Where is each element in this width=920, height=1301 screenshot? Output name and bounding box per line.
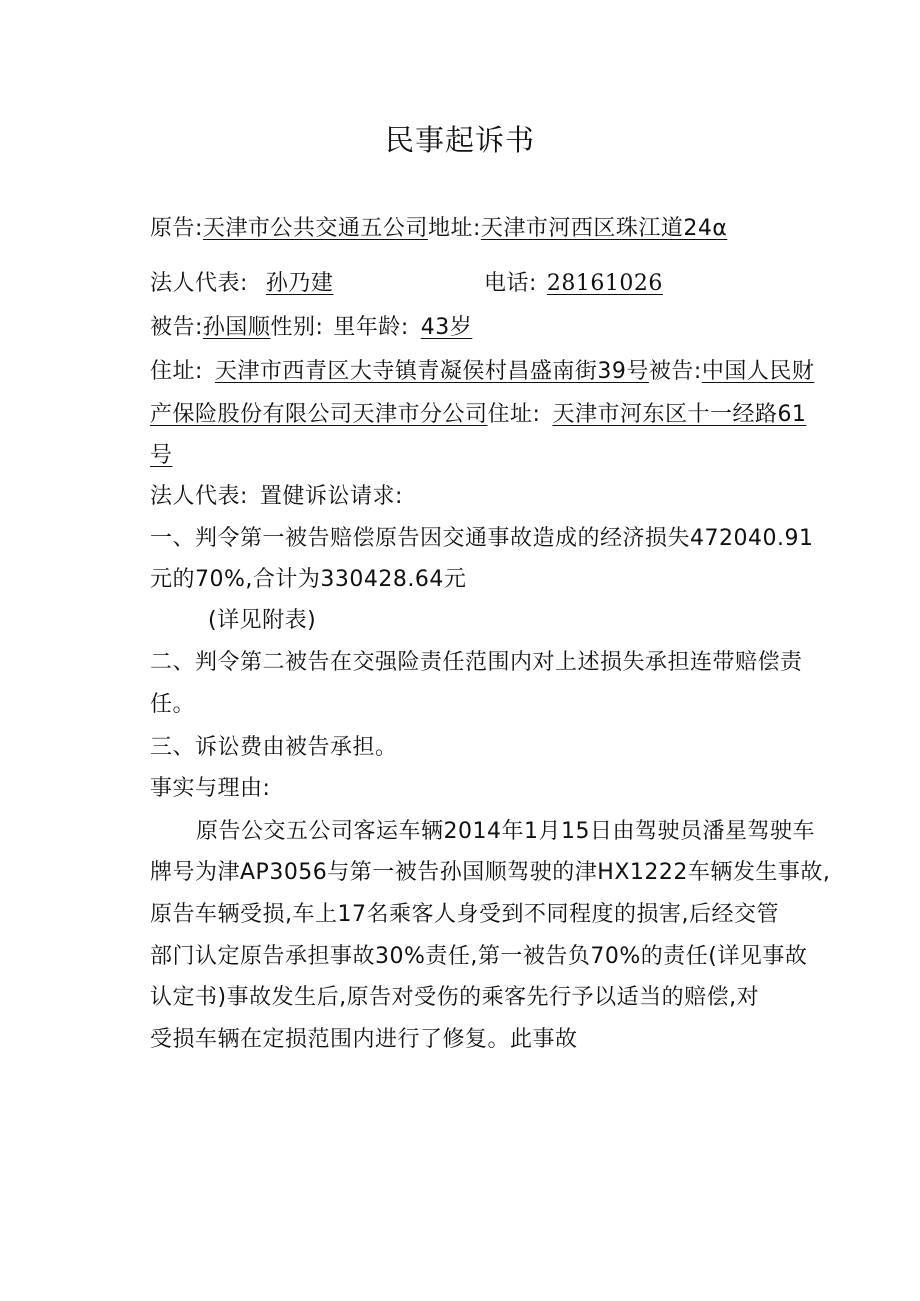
rep2-label: 法人代表: bbox=[150, 484, 248, 509]
plaintiff-label: 原告: bbox=[150, 216, 203, 241]
facts-line-2: 牌号为津AP3056与第一被告孙国顺驾驶的津HX1222车辆发生事故, bbox=[150, 860, 831, 885]
plaintiff-line bbox=[150, 214, 727, 244]
plaintiff-rep-line bbox=[150, 269, 333, 299]
address2-label: 住址: bbox=[487, 402, 541, 427]
defendant1-line bbox=[150, 313, 472, 343]
defendant1-name: 孙国顺 bbox=[202, 315, 271, 340]
defendant2-name-part1: 中国人民财 bbox=[701, 359, 815, 384]
claim1-line1: 一、判令第一被告赔偿原告因交通事故造成的经济损失472040.91 bbox=[150, 526, 814, 551]
claim1-note: (详见附表) bbox=[208, 608, 317, 633]
defendant1-address: 天津市西青区大寺镇青凝侯村昌盛南街39号 bbox=[214, 359, 649, 384]
address-label: 住址: bbox=[150, 359, 203, 384]
plaintiff-rep-name: 孙乃建 bbox=[265, 271, 334, 296]
defendant1-label: 被告: bbox=[150, 315, 203, 340]
claim2-line2: 任。 bbox=[150, 692, 196, 717]
facts-line-5: 认定书)事故发生后,原告对受伤的乘客先行予以适当的赔偿,对 bbox=[150, 985, 760, 1010]
claims-label: 诉讼请求: bbox=[304, 484, 403, 509]
plaintiff-name: 天津市公共交通五公司 bbox=[202, 216, 428, 241]
facts-line-1: 原告公交五公司客运车辆2014年1月15日由驾驶员潘星驾驶车 bbox=[196, 819, 815, 844]
facts-line-6: 受损车辆在定损范围内进行了修复。此事故 bbox=[150, 1027, 578, 1052]
address-line-3 bbox=[150, 441, 173, 471]
rep2-name: 置健 bbox=[259, 484, 305, 509]
gender-label: 性别: bbox=[270, 315, 324, 340]
defendant2-address-part2: 号 bbox=[150, 443, 173, 468]
facts-label: 事实与理由: bbox=[150, 776, 271, 801]
claim1-line2: 元的70%,合计为330428.64元 bbox=[150, 567, 467, 592]
facts-line-3: 原告车辆受损,车上17名乘客人身受到不同程度的损害,后经交管 bbox=[150, 902, 779, 927]
phone-number: 28161026 bbox=[546, 271, 663, 296]
address-line-1 bbox=[150, 357, 814, 387]
facts-line-4: 部门认定原告承担事故30%责任,第一被告负70%的责任(详见事故 bbox=[150, 944, 808, 969]
plaintiff-address: 天津市河西区珠江道24α bbox=[480, 216, 728, 241]
address-line-2 bbox=[150, 400, 806, 430]
phone-label: 电话: bbox=[484, 271, 537, 296]
defendant2-label: 被告: bbox=[648, 359, 702, 384]
gender-value: 里 bbox=[333, 315, 356, 340]
age-label: 年龄: bbox=[355, 315, 409, 340]
defendant2-name-part2: 产保险股份有限公司天津市分公司 bbox=[150, 402, 488, 427]
age-value: 43岁 bbox=[420, 315, 473, 340]
plaintiff-address-label: 地址: bbox=[427, 216, 481, 241]
defendant2-address-part1: 天津市河东区十一经路61 bbox=[552, 402, 807, 427]
claim3-line: 三、诉讼费由被告承担。 bbox=[150, 735, 398, 760]
rep2-line bbox=[150, 482, 403, 512]
phone-line bbox=[484, 269, 663, 299]
document-title: 民事起诉书 bbox=[384, 123, 535, 157]
claim2-line1: 二、判令第二被告在交强险责任范围内对上述损失承担连带赔偿责 bbox=[150, 650, 803, 675]
plaintiff-rep-label: 法人代表: bbox=[150, 271, 248, 296]
